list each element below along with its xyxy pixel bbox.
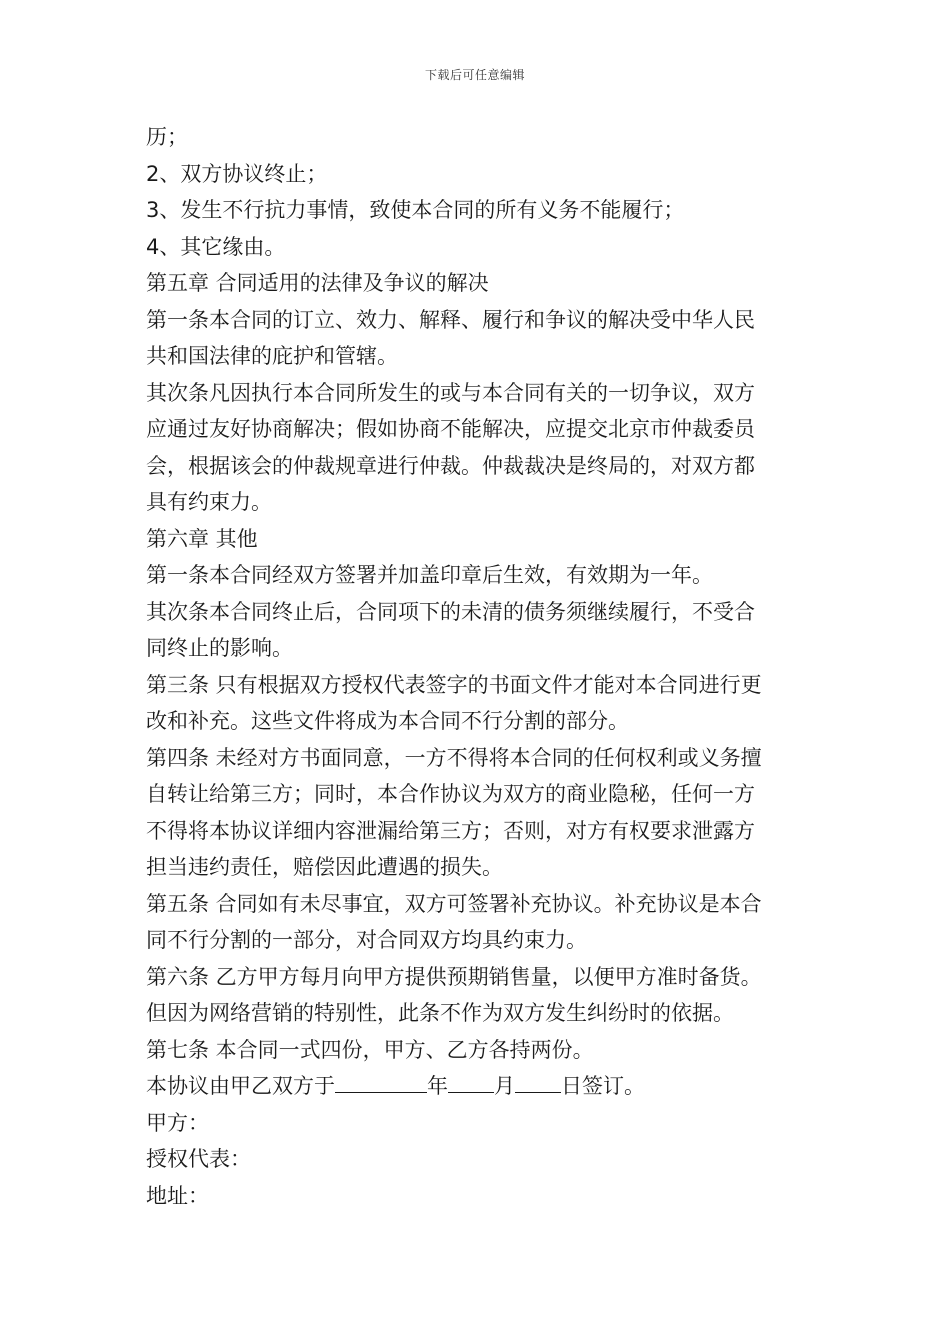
text-line: 其次条凡因执行本合同所发生的或与本合同有关的一切争议，双方	[146, 380, 755, 405]
month-blank-field[interactable]	[448, 1070, 494, 1093]
text-line: 历；	[146, 125, 188, 149]
text-line: 同终止的影响。	[146, 636, 293, 660]
page-header-note: 下载后可任意编辑	[424, 68, 525, 82]
text-line: 应通过友好协商解决；假如协商不能解决，应提交北京市仲裁委员	[146, 417, 755, 441]
chapter-heading: 第六章 其他	[146, 526, 258, 551]
text-line: 不得将本协议详细内容泄漏给第三方；否则，对方有权要求泄露方	[146, 818, 755, 843]
text-line: 第四条 未经对方书面同意，一方不得将本合同的任何权利或义务擅	[146, 745, 762, 770]
document-body	[146, 119, 814, 1214]
signing-date-line	[146, 1068, 814, 1105]
day-blank-field[interactable]	[515, 1070, 561, 1093]
text-line: 第一条本合同的订立、效力、解释、履行和争议的解决受中华人民	[146, 307, 755, 332]
text-line: 具有约束力。	[146, 490, 272, 514]
chapter-heading: 第五章 合同适用的法律及争议的解决	[146, 271, 489, 295]
text-line: 第三条 只有根据双方授权代表签字的书面文件才能对本合同进行更	[146, 672, 762, 697]
text-line: 其次条本合同终止后，合同项下的未清的债务须继续履行，不受合	[146, 599, 755, 624]
signing-prefix: 本协议由甲乙双方于	[146, 1074, 335, 1098]
text-line: 4、其它缘由。	[146, 234, 286, 259]
text-line: 第五条 合同如有未尽事宜，双方可签署补充协议。补充协议是本合	[146, 891, 762, 916]
representative-field: 授权代表：	[146, 1147, 251, 1171]
text-line: 第一条本合同经双方签署并加盖印章后生效，有效期为一年。	[146, 563, 713, 587]
year-label: 年	[427, 1074, 448, 1098]
day-label: 日签订。	[561, 1074, 645, 1098]
text-line: 共和国法律的庇护和管辖。	[146, 344, 398, 368]
text-line: 但因为网络营销的特别性，此条不作为双方发生纠纷时的依据。	[146, 1001, 734, 1025]
text-line: 第七条 本合同一式四份，甲方、乙方各持两份。	[146, 1037, 594, 1062]
year-blank-field[interactable]	[335, 1070, 427, 1093]
month-label: 月	[494, 1074, 515, 1098]
text-line: 3、发生不行抗力事情，致使本合同的所有义务不能履行；	[146, 198, 685, 222]
text-line: 担当违约责任，赔偿因此遭遇的损失。	[146, 855, 503, 879]
text-line: 会，根据该会的仲裁规章进行仲裁。仲裁裁决是终局的，对双方都	[146, 453, 755, 478]
text-line: 改和补充。这些文件将成为本合同不行分割的部分。	[146, 709, 629, 733]
text-line: 第六条 乙方甲方每月向甲方提供预期销售量，以便甲方准时备货。	[146, 964, 762, 989]
party-a-field: 甲方：	[146, 1110, 209, 1135]
text-line: 自转让给第三方；同时，本合作协议为双方的商业隐秘，任何一方	[146, 782, 755, 806]
text-line: 2、双方协议终止；	[146, 161, 328, 186]
text-line: 同不行分割的一部分，对合同双方均具约束力。	[146, 928, 587, 952]
address-field: 地址：	[146, 1183, 209, 1208]
